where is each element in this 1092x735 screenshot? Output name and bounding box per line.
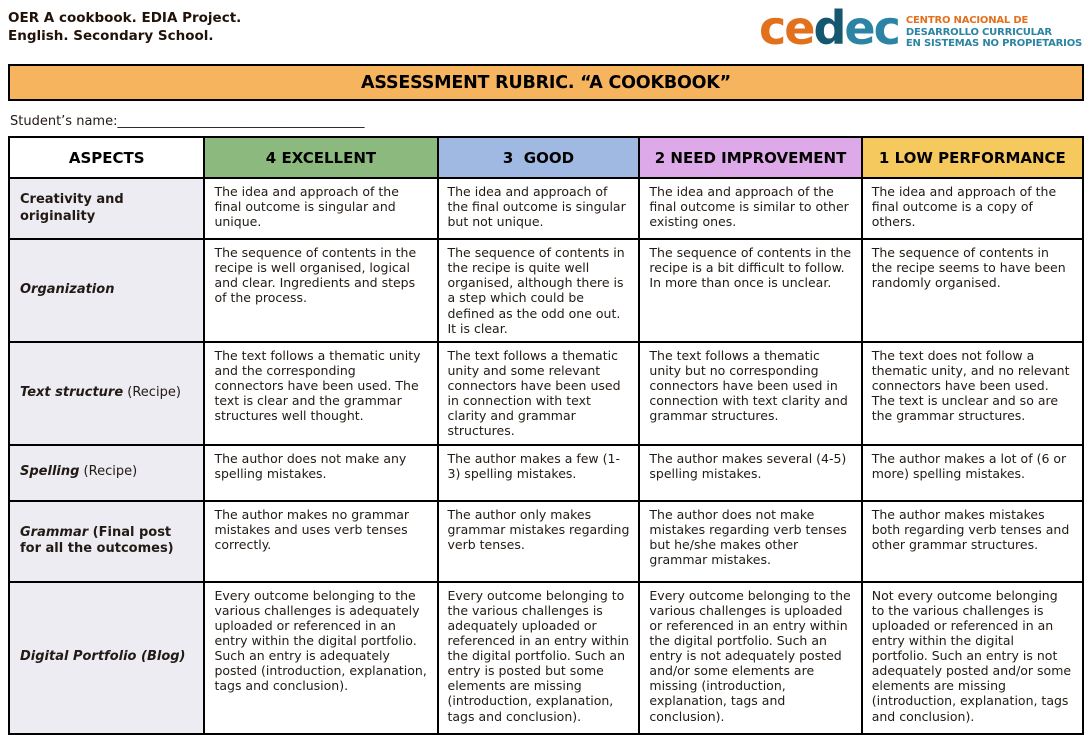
- rubric-cell: The idea and approach of the final outcome is similar to other existing ones.: [639, 178, 861, 239]
- rubric-cell: The author makes several (4-5) spelling mistakes.: [639, 445, 861, 501]
- aspect-cell: [9, 178, 204, 239]
- rubric-cell: The sequence of contents in the recipe is quite well organised, although there is a step which could be defined as the odd one out. It is clear.: [438, 239, 640, 342]
- aspect-label-segment: Creativity and originality: [20, 192, 124, 224]
- cedec-logo-wordmark: [759, 1, 899, 55]
- cedec-logo: [759, 1, 1084, 55]
- rubric-cell: The author does not make mistakes regarding verb tenses but he/she makes other grammar mistakes.: [639, 501, 861, 582]
- project-info: [8, 8, 241, 45]
- rubric-cell: Every outcome belonging to the various challenges is adequately uploaded or referenced in an entry within the digital portfolio. Such an entry is posted but some elements are missing (introduction, explanation, tags and conclusion).: [438, 582, 640, 734]
- logo-letter-d: d: [813, 1, 845, 55]
- rubric-cell: The idea and approach of the final outcome is a copy of others.: [862, 178, 1083, 239]
- rubric-row-5: [9, 582, 1083, 734]
- aspect-cell: [9, 501, 204, 582]
- column-header-1-low-performance: 1 LOW PERFORMANCE: [862, 137, 1083, 178]
- rubric-cell: Not every outcome belonging to the various challenges is uploaded or referenced in an entry within the digital portfolio. Such an entry is not adequately posted and/or some elements are missing (introduction, explanation, tags and conclusion).: [862, 582, 1083, 734]
- rubric-cell: The sequence of contents in the recipe is well organised, logical and clear. Ingredients and steps of the process.: [204, 239, 437, 342]
- rubric-table: [8, 136, 1084, 735]
- cedec-logo-tagline: [899, 8, 1082, 50]
- student-name-row: [10, 114, 1084, 129]
- rubric-cell: The text follows a thematic unity and the corresponding connectors have been used. The text is clear and the grammar structures well thought.: [204, 342, 437, 445]
- rubric-cell: The author does not make any spelling mistakes.: [204, 445, 437, 501]
- rubric-cell: The author makes a few (1-3) spelling mistakes.: [438, 445, 640, 501]
- rubric-cell: Every outcome belonging to the various challenges is uploaded or referenced in an entry within the digital portfolio. Such an entry is not adequately posted and/or some elements are missing (introduction, explanation, tags and conclusion).: [639, 582, 861, 734]
- aspect-label-segment: Organization: [20, 282, 115, 298]
- student-name-label: Student’s name:: [10, 114, 118, 129]
- rubric-cell: The author makes mistakes both regarding verb tenses and other grammar structures.: [862, 501, 1083, 582]
- tagline-line-3: EN SISTEMAS NO PROPIETARIOS: [905, 38, 1082, 49]
- page-header: [8, 1, 1084, 62]
- rubric-row-0: [9, 178, 1083, 239]
- rubric-cell: The author makes no grammar mistakes and uses verb tenses correctly.: [204, 501, 437, 582]
- aspect-label-segment: (Recipe): [79, 464, 138, 480]
- project-line-2: English. Secondary School.: [8, 27, 214, 44]
- aspect-label-segment: Digital Portfolio (Blog): [20, 649, 186, 665]
- rubric-cell: The idea and approach of the final outcome is singular but not unique.: [438, 178, 640, 239]
- rubric-cell: The text follows a thematic unity and some relevant connectors have been used in connection with text clarity and grammar structures.: [438, 342, 640, 445]
- rubric-cell: The idea and approach of the final outcome is singular and unique.: [204, 178, 437, 239]
- aspect-cell: [9, 445, 204, 501]
- rubric-title: ASSESSMENT RUBRIC. “A COOKBOOK”: [361, 72, 731, 93]
- rubric-cell: The author makes a lot of (6 or more) spelling mistakes.: [862, 445, 1083, 501]
- rubric-row-2: [9, 342, 1083, 445]
- logo-letters-ce: ce: [759, 1, 814, 55]
- rubric-row-1: [9, 239, 1083, 342]
- rubric-cell: The sequence of contents in the recipe seems to have been randomly organised.: [862, 239, 1083, 342]
- rubric-header-row: [9, 137, 1083, 178]
- rubric-cell: The author only makes grammar mistakes regarding verb tenses.: [438, 501, 640, 582]
- rubric-cell: Every outcome belonging to the various challenges is adequately uploaded or referenced in an entry within the digital portfolio. Such an entry is adequately posted (introduction, explanation, tags and conclusion).: [204, 582, 437, 734]
- column-header-4-excellent: 4 EXCELLENT: [204, 137, 437, 178]
- aspect-cell: [9, 582, 204, 734]
- student-name-blank: ______________________________________: [117, 114, 365, 129]
- rubric-cell: The text does not follow a thematic unity, and no relevant connectors have been used. The text is unclear and so are the grammar structures.: [862, 342, 1083, 445]
- aspect-label-segment: Text structure: [20, 385, 124, 400]
- aspect-cell: [9, 342, 204, 445]
- rubric-row-4: [9, 501, 1083, 582]
- column-header-3-good: 3 GOOD: [438, 137, 640, 178]
- tagline-line-2: DESARROLLO CURRICULAR: [905, 26, 1052, 38]
- rubric-row-3: [9, 445, 1083, 501]
- aspect-label-segment: Grammar: [20, 524, 89, 540]
- aspect-label-segment: Spelling: [20, 464, 80, 480]
- tagline-line-1: CENTRO NACIONAL DE: [905, 15, 1029, 26]
- aspect-label-segment: (Recipe): [123, 385, 181, 400]
- aspect-label-segment: (Final post for all the outcomes): [20, 524, 174, 556]
- project-line-1: OER A cookbook. EDIA Project.: [8, 10, 242, 26]
- aspect-cell: [9, 239, 204, 342]
- column-header-2-need-improvement: 2 NEED IMPROVEMENT: [639, 137, 861, 178]
- column-header-aspects: ASPECTS: [9, 137, 204, 178]
- logo-letters-ec: ec: [844, 1, 899, 55]
- rubric-cell: The text follows a thematic unity but no corresponding connectors have been used in connection with text clarity and grammar structures.: [639, 342, 861, 445]
- rubric-title-bar: [8, 64, 1084, 101]
- rubric-body: [9, 178, 1083, 734]
- rubric-cell: The sequence of contents in the recipe is a bit difficult to follow. In more than once is unclear.: [639, 239, 861, 342]
